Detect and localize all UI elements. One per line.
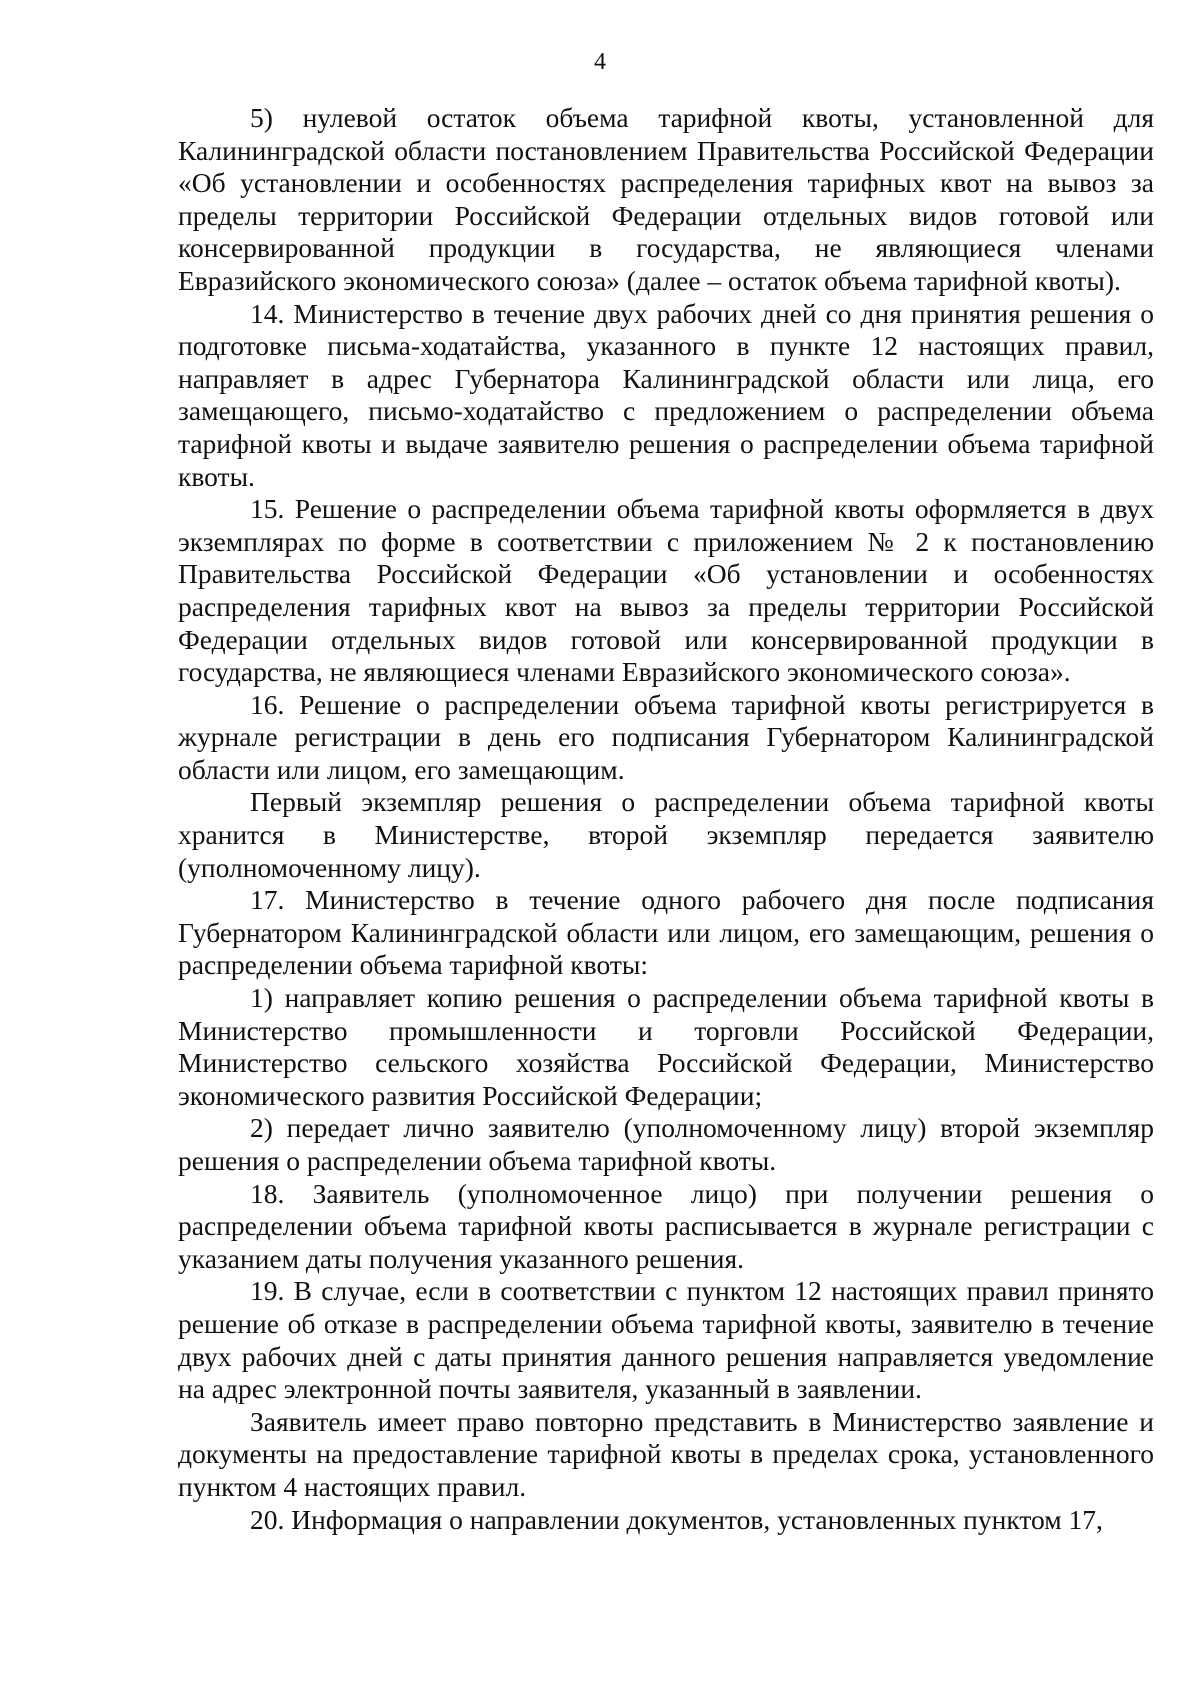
paragraph-clause-14: 14. Министерство в течение двух рабочих дней со дня принятия решения о подготовке письма-ходатайства, указанного в пункте 12 настоящих правил, направляет в адрес Губернатора Калининградской области или лица, его замещающего, письмо-ходатайство с предложением о распределении объема тарифной квоты и выдаче заявителю решения о распределении объема тарифной квоты.	[178, 297, 1154, 492]
paragraph-clause-16: 16. Решение о распределении объема тарифной квоты регистрируется в журнале регистрации в день его подписания Губернатором Калининградской области или лицом, его замещающим.	[178, 688, 1154, 785]
paragraph-clause-17-item-1: 1) направляет копию решения о распределении объема тарифной квоты в Министерство промышленности и торговли Российской Федерации, Министерство сельского хозяйства Российской Федерации, Министерство экономического развития Российской Федерации;	[178, 982, 1154, 1111]
page-number: 4	[594, 49, 606, 75]
paragraph-clause-18: 18. Заявитель (уполномоченное лицо) при получении решения о распределении объема тарифной квоты расписывается в журнале регистрации с указанием даты получения указанного решения.	[178, 1177, 1154, 1274]
paragraph-clause-15: 15. Решение о распределении объема тарифной квоты оформляется в двух экземплярах по форме в соответствии с приложением № 2 к постановлению Правительства Российской Федерации «Об установлении и особенностях распределения тарифных квот на вывоз за пределы территории Российской Федерации отдельных видов готовой или консервированной продукции в государства, не являющиеся членами Евразийского экономического союза».	[178, 493, 1154, 688]
paragraph-clause-19-resubmit: Заявитель имеет право повторно представить в Министерство заявление и документы на предоставление тарифной квоты в пределах срока, установленного пунктом 4 настоящих правил.	[178, 1405, 1154, 1502]
document-body	[178, 102, 1154, 1536]
paragraph-item-5: 5) нулевой остаток объема тарифной квоты, установленной для Калининградской области постановлением Правительства Российской Федерации «Об установлении и особенностях распределения тарифных квот на вывоз за пределы территории Российской Федерации отдельных видов готовой или консервированной продукции в государства, не являющиеся членами Евразийского экономического союза» (далее – остаток объема тарифной квоты).	[178, 102, 1154, 296]
paragraph-clause-19: 19. В случае, если в соответствии с пунктом 12 настоящих правил принято решение об отказе в распределении объема тарифной квоты, заявителю в течение двух рабочих дней с даты принятия данного решения направляется уведомление на адрес электронной почты заявителя, указанный в заявлении.	[178, 1275, 1154, 1405]
paragraph-clause-17-item-2: 2) передает лично заявителю (уполномоченному лицу) второй экземпляр решения о распределении объема тарифной квоты.	[178, 1112, 1154, 1176]
paragraph-clause-16-copies: Первый экземпляр решения о распределении объема тарифной квоты хранится в Министерстве, второй экземпляр передается заявителю (уполномоченному лицу).	[178, 786, 1154, 883]
paragraph-clause-17: 17. Министерство в течение одного рабочего дня после подписания Губернатором Калининградской области или лицом, его замещающим, решения о распределении объема тарифной квоты:	[178, 884, 1154, 981]
paragraph-clause-20: 20. Информация о направлении документов, установленных пунктом 17,	[250, 1503, 1103, 1535]
